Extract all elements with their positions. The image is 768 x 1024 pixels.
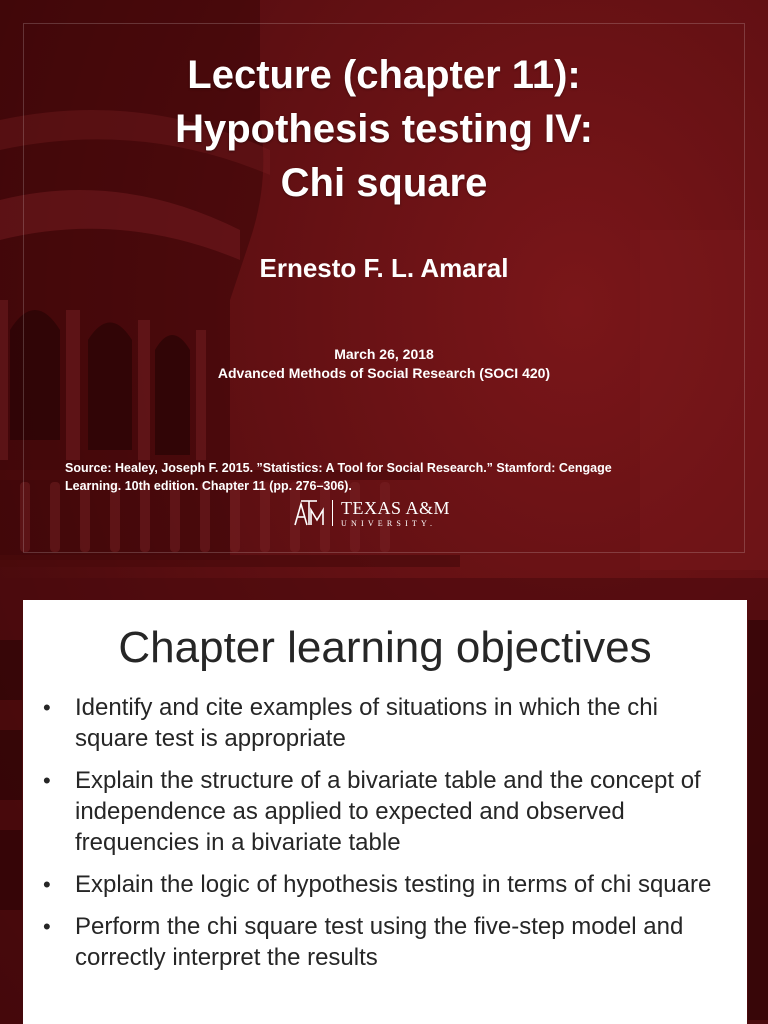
objectives-list — [23, 692, 747, 984]
objective-text: Perform the chi square test using the five-step model and correctly interpret the results — [75, 913, 684, 971]
source-citation — [65, 459, 705, 495]
logo-name: TEXAS A&M — [341, 497, 451, 518]
university-logo — [292, 498, 450, 528]
slide-title — [0, 48, 768, 210]
objective-text: Explain the logic of hypothesis testing in terms of chi square — [75, 871, 712, 898]
source-line: Learning. 10th edition. Chapter 11 (pp. 276–306). — [65, 479, 352, 493]
objectives-slide — [23, 600, 747, 1024]
source-line: Source: Healey, Joseph F. 2015. ”Statistics: A Tool for Social Research.” Stamford: Cengage — [65, 461, 612, 475]
logo-divider — [332, 500, 333, 526]
bullet-icon: • — [43, 872, 51, 897]
atm-logo-icon — [292, 498, 326, 528]
bullet-icon: • — [43, 768, 51, 793]
lecture-date: March 26, 2018 — [334, 346, 434, 362]
objective-text: Identify and cite examples of situations in which the chi square test is appropriate — [75, 694, 658, 752]
lecture-meta — [0, 345, 768, 383]
objective-item — [23, 765, 747, 858]
author-name: Ernesto F. L. Amaral — [259, 253, 509, 283]
bullet-icon: • — [43, 914, 51, 939]
logo-wordmark — [341, 499, 450, 528]
bullet-icon: • — [43, 695, 51, 720]
title-line: Chi square — [280, 161, 488, 205]
objectives-title: Chapter learning objectives — [118, 623, 652, 672]
course-name: Advanced Methods of Social Research (SOCI 420) — [217, 365, 551, 381]
title-line: Lecture (chapter 11): — [187, 53, 581, 97]
logo-subtitle: UNIVERSITY. — [341, 518, 437, 528]
objective-item — [23, 911, 747, 973]
objective-item — [23, 692, 747, 754]
objective-item — [23, 869, 747, 900]
title-line: Hypothesis testing IV: — [175, 107, 593, 151]
objective-text: Explain the structure of a bivariate table and the concept of independence as applied to expected and observed frequencies in a bivariate table — [75, 767, 701, 856]
